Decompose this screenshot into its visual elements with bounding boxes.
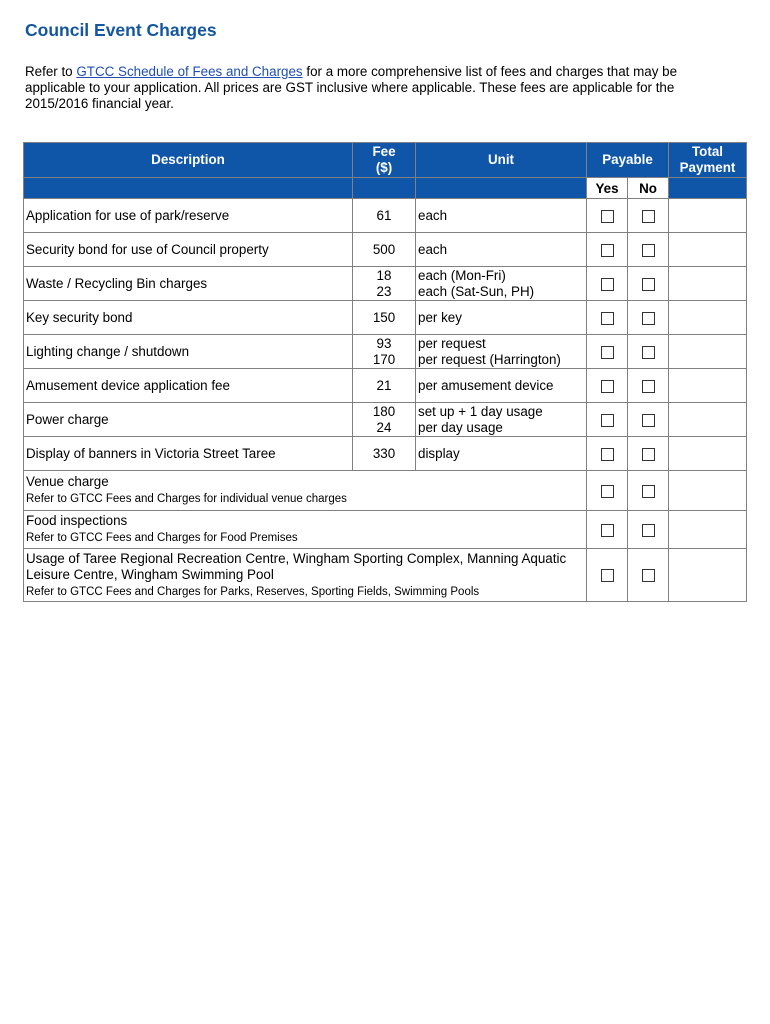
row-description [24,511,587,549]
charges-table [23,142,747,602]
row-description: Lighting change / shutdown [24,335,353,369]
row-unit [416,199,587,233]
no-checkbox[interactable] [642,485,655,498]
header-payable: Payable [587,143,669,178]
header-fee [353,143,416,178]
row-description [24,549,587,602]
header-blank [353,178,416,199]
yes-checkbox[interactable] [601,278,614,291]
table-row [24,471,747,511]
no-checkbox[interactable] [642,414,655,427]
yes-checkbox[interactable] [601,524,614,537]
header-total-payment [669,143,747,178]
yes-checkbox[interactable] [601,210,614,223]
row-unit-value: each (Mon-Fri) [418,267,506,283]
row-fee [353,267,416,301]
row-unit [416,267,587,301]
total-payment-field[interactable] [669,471,747,511]
total-payment-field[interactable] [669,267,747,301]
table-row [24,369,747,403]
row-title: Food inspections [26,513,128,528]
no-checkbox[interactable] [642,346,655,359]
row-description: Security bond for use of Council property [24,233,353,267]
row-description: Amusement device application fee [24,369,353,403]
no-cell [628,437,669,471]
row-fee [353,403,416,437]
row-unit-value: each [418,207,448,223]
total-payment-field[interactable] [669,511,747,549]
table-row [24,549,747,602]
row-description: Waste / Recycling Bin charges [24,267,353,301]
yes-checkbox[interactable] [601,312,614,325]
row-unit [416,335,587,369]
no-cell [628,199,669,233]
row-fee [353,369,416,403]
yes-cell [587,233,628,267]
row-description: Power charge [24,403,353,437]
total-payment-field[interactable] [669,549,747,602]
no-cell [628,267,669,301]
header-row [24,143,747,178]
total-payment-field[interactable] [669,301,747,335]
yes-cell [587,549,628,602]
header-fee-line2: ($) [375,160,393,175]
row-fee-value: 61 [376,207,392,223]
yes-checkbox[interactable] [601,448,614,461]
table-row [24,199,747,233]
row-description [24,471,587,511]
row-fee-value: 24 [376,419,392,435]
row-unit-value: per day usage [418,419,503,435]
no-cell [628,471,669,511]
yes-checkbox[interactable] [601,346,614,359]
yes-cell [587,471,628,511]
header-total-line1: Total [692,144,723,159]
row-unit-value: each [418,241,448,257]
row-fee-value: 500 [372,241,396,257]
yes-checkbox[interactable] [601,244,614,257]
row-unit-value: each (Sat-Sun, PH) [418,283,535,299]
row-fee-value: 150 [372,309,396,325]
row-note: Refer to GTCC Fees and Charges for Parks, Reserves, Sporting Fields, Swimming Pools [26,585,480,598]
table-row [24,511,747,549]
yes-cell [587,301,628,335]
table-row [24,335,747,369]
total-payment-field[interactable] [669,369,747,403]
header-blank [24,178,353,199]
yes-checkbox[interactable] [601,485,614,498]
row-unit-value: display [418,445,460,461]
schedule-of-fees-link[interactable]: GTCC Schedule of Fees and Charges [76,64,303,79]
no-checkbox[interactable] [642,278,655,291]
header-fee-line1: Fee [372,144,396,159]
yes-cell [587,267,628,301]
header-blank [669,178,747,199]
row-unit [416,403,587,437]
no-checkbox[interactable] [642,312,655,325]
row-title: Venue charge [26,474,109,489]
row-note: Refer to GTCC Fees and Charges for Food Premises [26,532,298,544]
row-fee [353,437,416,471]
no-cell [628,233,669,267]
yes-cell [587,335,628,369]
row-description: Key security bond [24,301,353,335]
header-yes: Yes [587,178,628,199]
no-cell [628,549,669,602]
total-payment-field[interactable] [669,233,747,267]
yes-checkbox[interactable] [601,380,614,393]
row-note: Refer to GTCC Fees and Charges for individual venue charges [26,493,347,505]
row-unit [416,233,587,267]
header-unit: Unit [416,143,587,178]
row-fee-value: 18 [376,267,392,283]
row-fee [353,199,416,233]
row-fee-value: 180 [372,403,396,419]
no-checkbox[interactable] [642,448,655,461]
no-cell [628,511,669,549]
no-checkbox[interactable] [642,380,655,393]
no-cell [628,301,669,335]
yes-cell [587,369,628,403]
page-title: Council Event Charges [25,20,217,40]
no-cell [628,403,669,437]
table-row [24,301,747,335]
yes-cell [587,511,628,549]
row-fee-value: 23 [376,283,392,299]
no-checkbox[interactable] [642,244,655,257]
row-unit-value: set up + 1 day usage [418,403,543,419]
row-fee-value: 170 [372,351,396,367]
row-unit [416,301,587,335]
row-unit [416,437,587,471]
table-row [24,403,747,437]
row-fee-value: 93 [376,335,392,351]
row-unit-value: per request [418,335,486,351]
row-fee-value: 21 [376,377,392,393]
row-description: Display of banners in Victoria Street Taree [24,437,353,471]
row-fee [353,335,416,369]
intro-prefix: Refer to [25,64,77,79]
total-payment-field[interactable] [669,199,747,233]
yes-checkbox[interactable] [601,414,614,427]
header-no: No [628,178,669,199]
total-payment-field[interactable] [669,403,747,437]
table-row [24,233,747,267]
table-row [24,267,747,301]
header-subrow [24,178,747,199]
row-fee [353,301,416,335]
no-checkbox[interactable] [642,524,655,537]
row-unit [416,369,587,403]
row-fee [353,233,416,267]
intro-paragraph [25,64,737,112]
no-checkbox[interactable] [642,210,655,223]
total-payment-field[interactable] [669,437,747,471]
header-total-line2: Payment [679,160,736,175]
row-fee-value: 330 [372,445,396,461]
row-title: Usage of Taree Regional Recreation Centre, Wingham Sporting Complex, Manning Aquatic Leisure Centre, Wingham Swimming Pool [26,550,567,582]
header-blank [416,178,587,199]
yes-cell [587,403,628,437]
yes-cell [587,199,628,233]
no-cell [628,369,669,403]
yes-cell [587,437,628,471]
total-payment-field[interactable] [669,335,747,369]
row-unit-value: per request (Harrington) [418,351,561,367]
yes-checkbox[interactable] [601,569,614,582]
row-unit-value: per key [418,309,462,325]
row-description: Application for use of park/reserve [24,199,353,233]
table-row [24,437,747,471]
intro-suffix: for a more comprehensive list of fees and charges that may be applicable to your application. All prices are GST inclusive where applicable. These fees are applicable for the 2015/2016 financial year. [25,64,678,111]
header-description: Description [24,143,353,178]
no-cell [628,335,669,369]
no-checkbox[interactable] [642,569,655,582]
row-unit-value: per amusement device [418,377,554,393]
